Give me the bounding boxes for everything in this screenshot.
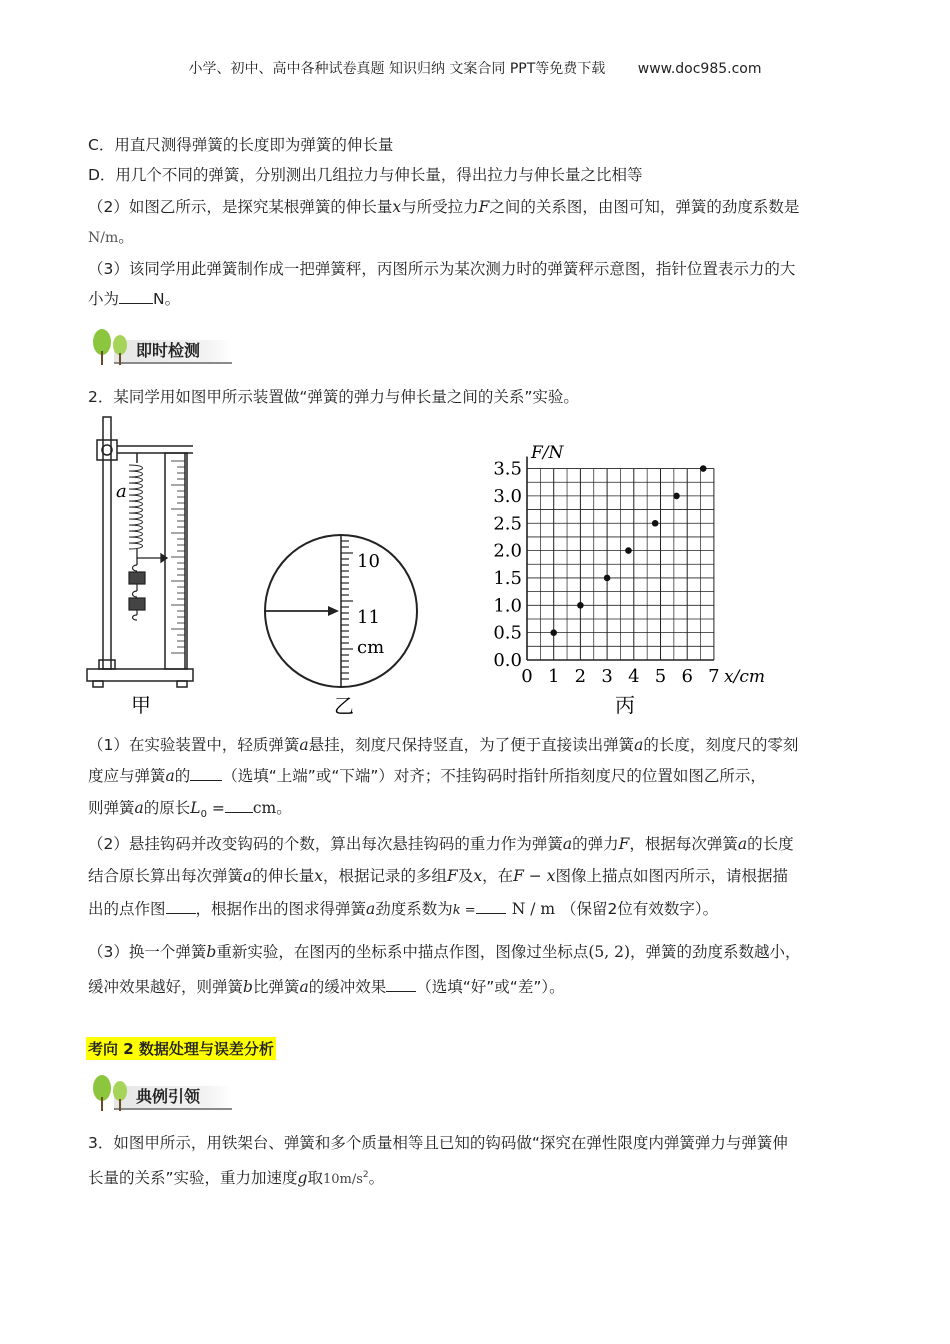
x-tick-label: 6 [681, 666, 693, 687]
x-tick-label: 4 [628, 666, 640, 687]
y-tick-label: 0.5 [493, 622, 522, 644]
data-point [577, 602, 584, 609]
x-tick-label: 1 [547, 666, 560, 687]
q1-part2-unit: N/m。 [88, 228, 134, 246]
x-tick-label: 7 [708, 666, 720, 687]
x-tick-label: 5 [654, 666, 667, 687]
answer-blank[interactable] [386, 975, 416, 992]
q2-s1-line3: 则弹簧a的原长$L_0$ = cm。 [88, 796, 880, 827]
q2-s2-line2: 结合原长算出每次弹簧a的伸长量x，根据记录的多组F及x，在F − x图像上描点如图丙所示，请根据描 [88, 867, 788, 885]
chart-bing [485, 438, 775, 720]
q2-s2-line1: （2）悬挂钩码并改变钩码的个数，算出每次悬挂钩码的重力作为弹簧a的弹力F，根据每次弹簧a的长度 [88, 835, 794, 853]
caption-bing: 丙 [615, 693, 635, 717]
q1-part3: （3）该同学用此弹簧制作成一把弹簧秤，丙图所示为某次测力时的弹簧秤示意图，指针位置表示力的大 [88, 260, 796, 278]
q2-s1-line2: 度应与弹簧a的 （选填“上端”或“下端”）对齐；不挂钩码时指针所指刻度尺的位置如图乙所示， [88, 764, 880, 788]
q2-s3-line1: （3）换一个弹簧b重新实验，在图丙的坐标系中描点作图，图像过坐标点(5, 2)，弹簧的劲度系数越小， [88, 943, 801, 961]
y-tick-label: 0.0 [493, 650, 522, 671]
dial-unit: cm [357, 637, 385, 658]
y-tick-label: 2.5 [493, 513, 522, 535]
option-d: D．用几个不同的弹簧，分别测出几组拉力与伸长量，得出拉力与伸长量之比相等 [88, 166, 643, 184]
q1-part2: （2）如图乙所示，是探究某根弹簧的伸长量x与所受拉力F之间的关系图，由图可知，弹簧的劲度系数是 [88, 198, 800, 216]
tree-icon [88, 1073, 134, 1113]
y-tick-label: 3.5 [493, 458, 522, 480]
x-tick-label: 0 [521, 666, 533, 687]
caption-yi: 乙 [334, 694, 354, 718]
y-axis-label: F/N [531, 443, 564, 463]
q2-stem: 2．某同学用如图甲所示装置做“弹簧的弹力与伸长量之间的关系”实验。 [88, 388, 579, 406]
y-tick-label: 3.0 [493, 485, 522, 507]
answer-blank[interactable] [166, 897, 196, 914]
data-point [604, 575, 611, 582]
chart-grid [527, 457, 714, 660]
tree-icon [88, 327, 134, 367]
caption-jia: 甲 [131, 693, 151, 717]
data-point [625, 547, 632, 554]
header-title: 小学、初中、高中各种试卷真题 知识归纳 文案合同 PPT等免费下载 [188, 61, 606, 77]
q2-s3-line2: 缓冲效果越好，则弹簧b比弹簧a的缓冲效果 （选填“好”或“差”）。 [88, 975, 880, 999]
data-point [700, 465, 707, 472]
answer-blank[interactable] [119, 287, 153, 304]
answer-blank[interactable] [190, 764, 222, 781]
dial-tick-11: 11 [357, 607, 380, 628]
y-tick-label: 1.5 [493, 567, 522, 589]
option-c: C．用直尺测得弹簧的长度即为弹簧的伸长量 [88, 136, 394, 154]
banner-example-text: 典例引领 [136, 1087, 201, 1106]
page-header [0, 58, 950, 78]
figure-yi [258, 525, 423, 720]
dial-tick-10: 10 [357, 551, 380, 572]
figure-jia [85, 415, 205, 720]
q3-line1: 3．如图甲所示，用铁架台、弹簧和多个质量相等且已知的钩码做“探究在弹性限度内弹簧弹力与弹簧伸 [88, 1134, 788, 1152]
data-point [550, 629, 557, 636]
q2-s2-line3: 出的点作图 ，根据作出的图求得弹簧a劲度系数为k = N / m （保留2位有效数字）。 [88, 897, 880, 923]
y-tick-label: 2.0 [493, 540, 522, 562]
x-tick-label: 2 [574, 666, 587, 687]
data-point [652, 520, 659, 527]
q3-line2: 长量的关系”实验，重力加速度g取$10m/s^2$。 [88, 1169, 385, 1188]
banner-example [88, 1073, 234, 1113]
spring-label-a: a [116, 481, 127, 502]
x-axis-label: x/cm [724, 667, 765, 687]
x-tick-label: 3 [601, 666, 613, 687]
header-site[interactable]: www.doc985.com [637, 61, 762, 77]
q2-s1-line1: （1）在实验装置中，轻质弹簧a悬挂，刻度尺保持竖直，为了便于直接读出弹簧a的长度，刻度尺的零刻 [88, 736, 799, 754]
answer-blank[interactable] [476, 897, 506, 914]
banner-check-text: 即时检测 [136, 341, 201, 360]
banner-check [88, 327, 234, 367]
answer-blank[interactable] [225, 796, 253, 813]
y-tick-label: 1.0 [493, 595, 522, 617]
section-heading: 考向 2 数据处理与误差分析 [86, 1037, 276, 1060]
q1-part3-b: 小为 N。 [88, 287, 880, 311]
data-point [673, 493, 680, 500]
